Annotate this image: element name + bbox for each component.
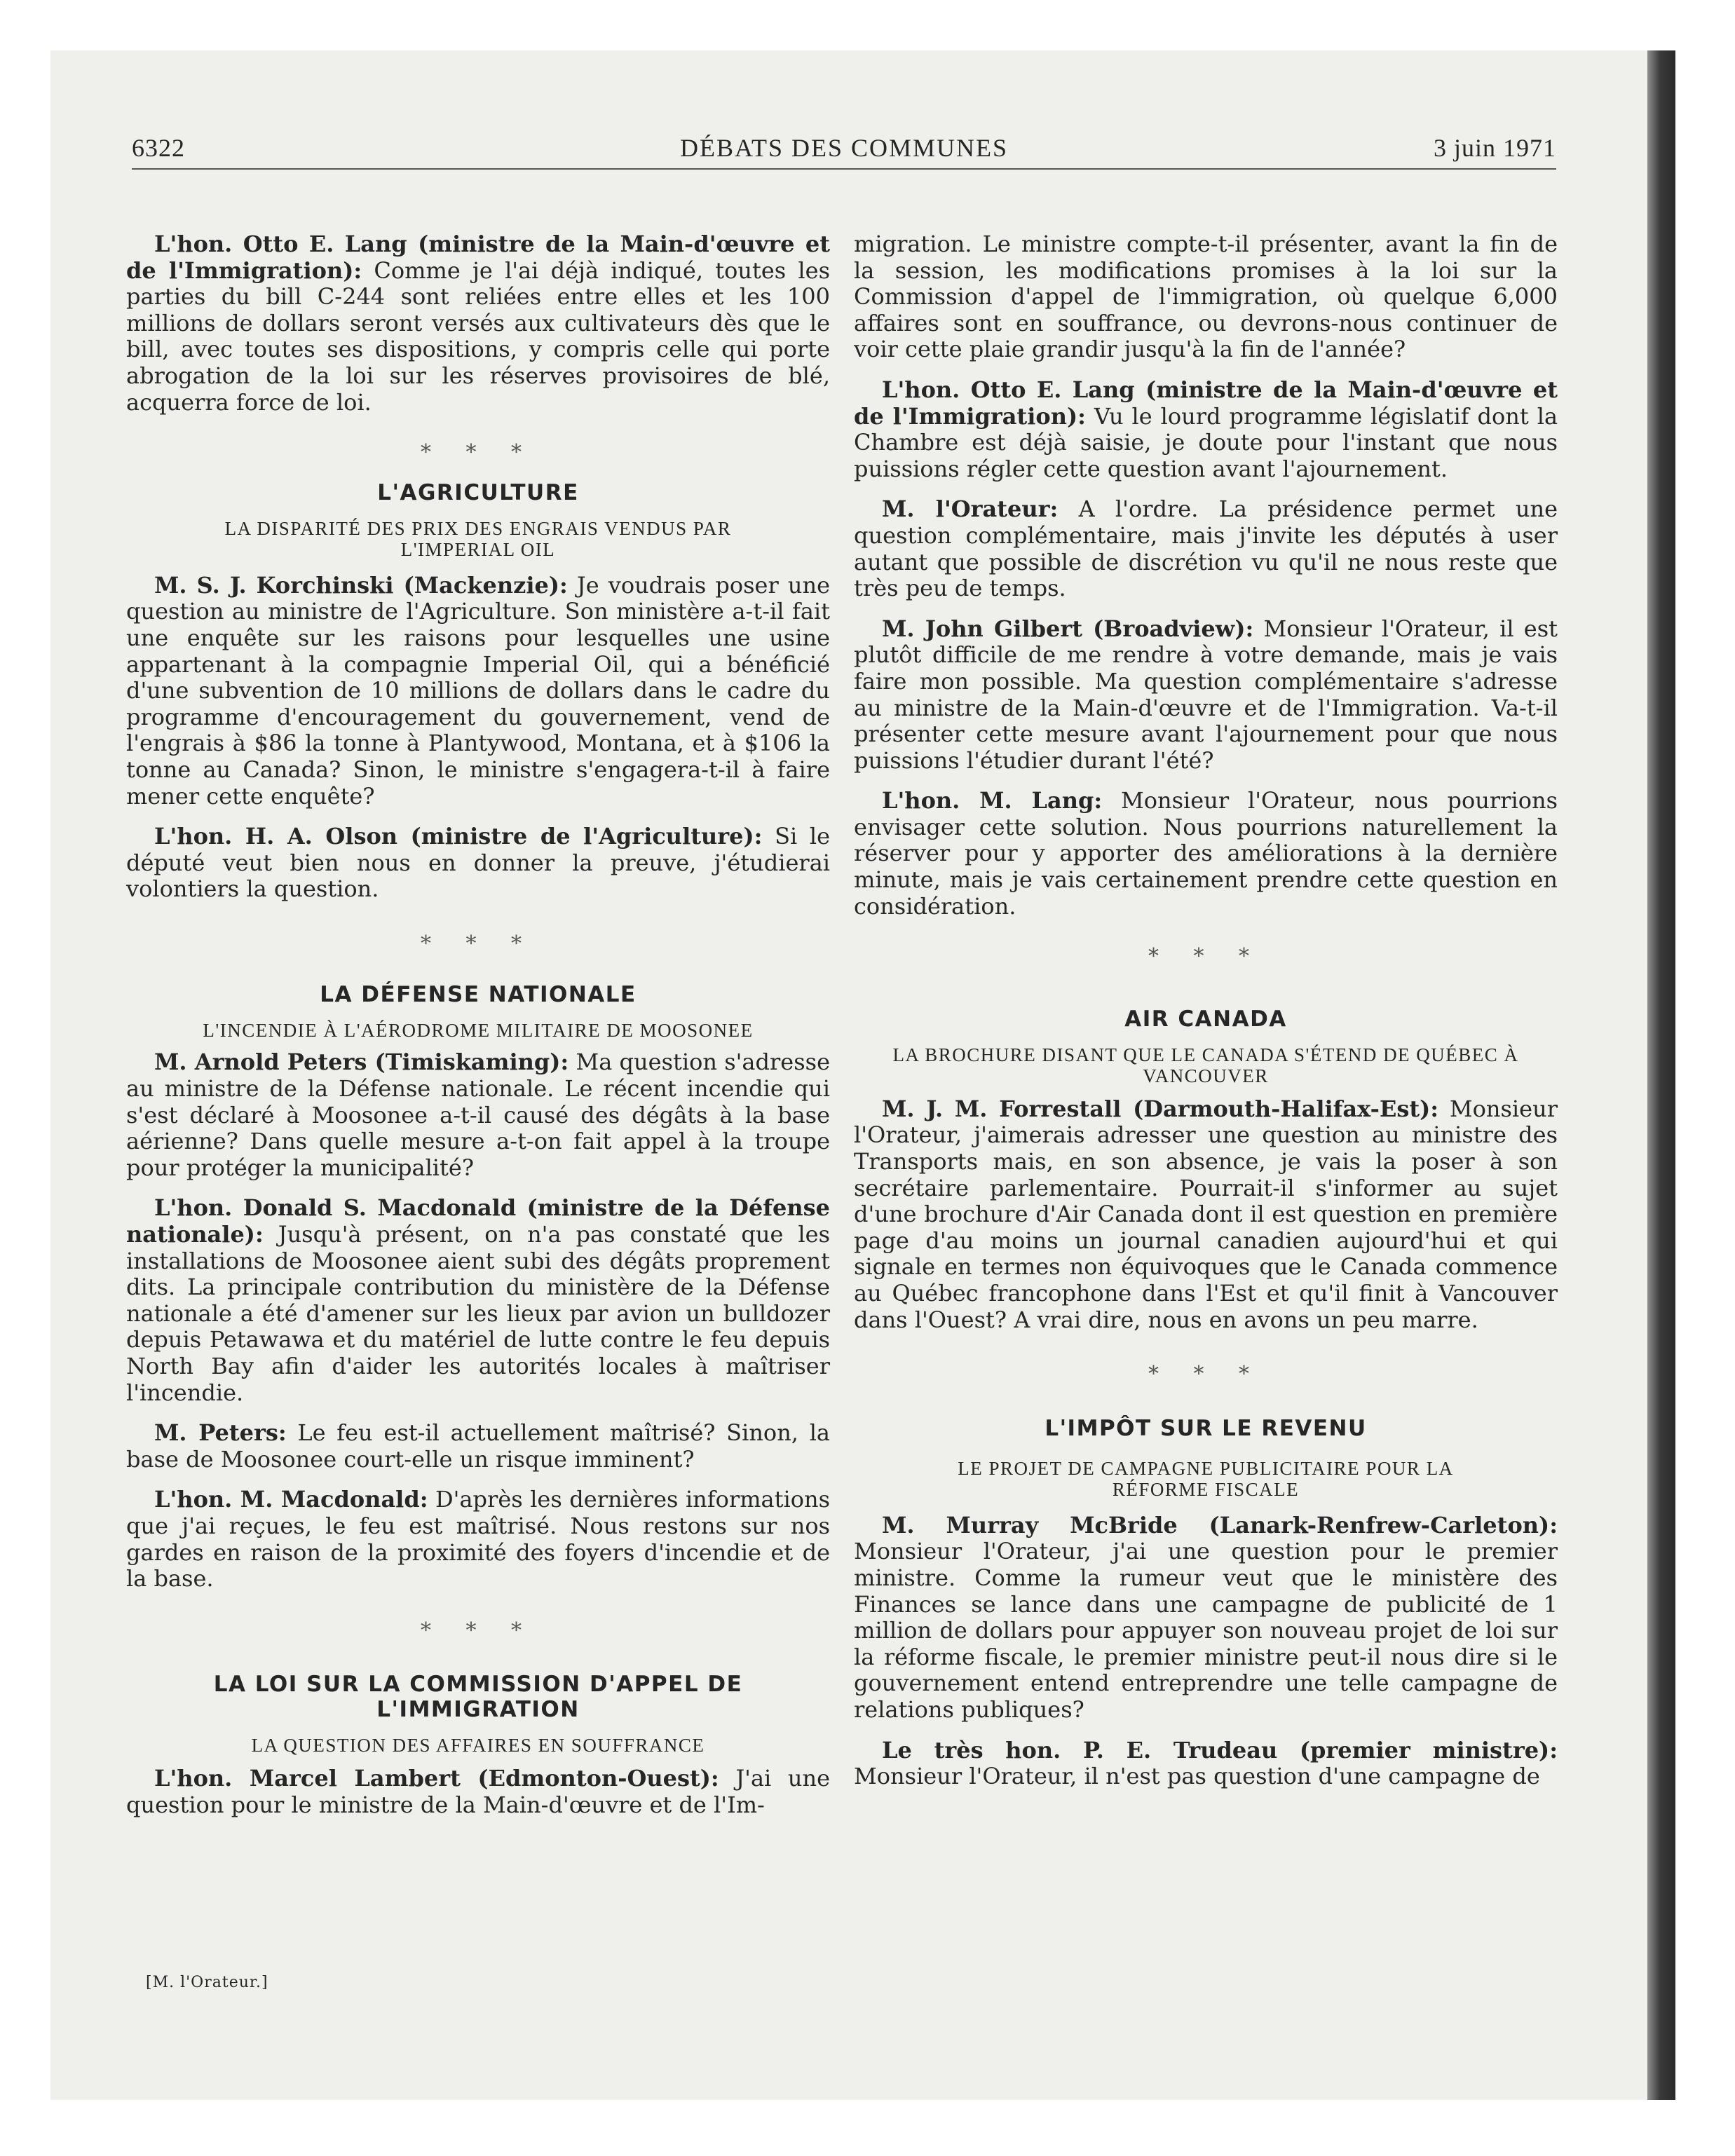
speech-continuation: migration. Le ministre compte-t-il présenter, avant la fin de la session, les modifications promises à la loi sur la Commission d'appel de l'immigration, où quelque 6,000 affaires sont en souffrance, ou devrons-nous continuer de voir cette plaie grandir jusqu'à la fin de l'année?: [854, 231, 1558, 363]
speech-text: Le feu est-il actuellement maîtrisé? Sinon, la base de Moosonee court-elle un risque imminent?: [126, 1419, 830, 1473]
speaker-name: L'hon. Donald S. Macdonald (ministre de la Défense nationale):: [126, 1194, 830, 1248]
speaker-name: L'hon. Otto E. Lang (ministre de la Main-d'œuvre et de l'Immigration):: [854, 376, 1558, 430]
section-subheading: LA BROCHURE DISANT QUE LE CANADA S'ÉTEND DE QUÉBEC À VANCOUVER: [892, 1044, 1519, 1086]
speech-paragraph: [126, 1420, 830, 1473]
speech-paragraph: [126, 1487, 830, 1592]
speaker-name: L'hon. H. A. Olson (ministre de l'Agriculture):: [154, 823, 763, 850]
speech-paragraph: [126, 231, 830, 416]
speech-text: Vu le lourd programme législatif dont la Chambre est déjà saisie, je doute pour l'instant que nous puissions régler cette question avant l'ajournement.: [854, 402, 1558, 482]
speaker-name: M. John Gilbert (Broadview):: [882, 615, 1254, 642]
section-subheading: LE PROJET DE CAMPAGNE PUBLICITAIRE POUR LA RÉFORME FISCALE: [958, 1457, 1454, 1500]
speech-text: A l'ordre. La présidence permet une question complémentaire, mais j'invite les députés à user autant que possible de discrétion vu qu'il ne nous reste que très peu de temps.: [854, 496, 1558, 602]
section-separator: * * *: [420, 931, 536, 956]
speech-text: Monsieur l'Orateur, il n'est pas question d'une campagne de: [854, 1763, 1540, 1790]
speaker-name: L'hon. M. Macdonald:: [154, 1486, 428, 1513]
speech-paragraph: [854, 496, 1558, 601]
section-heading-line: LA LOI SUR LA COMMISSION D'APPEL DE: [213, 1672, 743, 1698]
speech-paragraph: [126, 1195, 830, 1406]
speech-paragraph: [126, 573, 830, 810]
running-header: [132, 133, 1556, 170]
issue-date: 3 juin 1971: [1433, 134, 1556, 162]
section-heading-line: L'IMMIGRATION: [376, 1697, 580, 1723]
speaker-name: L'hon. Marcel Lambert (Edmonton-Ouest):: [154, 1765, 719, 1792]
speech-text: J'ai une question pour le ministre de la Main-d'œuvre et de l'Im-: [126, 1765, 831, 1818]
footnote: [M. l'Orateur.]: [146, 1974, 268, 1991]
speaker-name: M. Peters:: [154, 1419, 287, 1447]
speech-text: Monsieur l'Orateur, il est plutôt difficile de me rendre à votre demande, mais je vais faire mon possible. Ma question complémentaire s'adresse au ministre de la Main-d'œuvre et de l'Immigration. Va-t-il présenter cette mesure avant l'ajournement pour que nous puissions l'étudier durant l'été?: [854, 615, 1558, 774]
section-subheading: LA QUESTION DES AFFAIRES EN SOUFFRANCE: [251, 1735, 705, 1756]
speech-paragraph: [126, 824, 830, 903]
speaker-name: M. Murray McBride (Lanark-Renfrew-Carleton):: [882, 1511, 1558, 1538]
section-separator: * * *: [1148, 1362, 1264, 1387]
speaker-name: M. S. J. Korchinski (Mackenzie):: [154, 571, 568, 599]
speaker-name: M. J. M. Forrestall (Darmouth-Halifax-Est):: [882, 1095, 1439, 1122]
speech-text: Je voudrais poser une question au ministre de l'Agriculture. Son ministère a-t-il fait une enquête sur les raisons pour lesquelles une usine appartenant à la compagnie Imperial Oil, qui a bénéficié d'une subvention de 10 millions de dollars dans le cadre du programme d'encouragement du gouvernement, vend de l'engrais à $86 la tonne à Plantywood, Montana, et à $106 la tonne au Canada? Sinon, le ministre s'engagera-t-il à faire mener cette enquête?: [126, 571, 831, 810]
section-separator: * * *: [1148, 944, 1264, 969]
section-separator: * * *: [420, 1618, 536, 1643]
speech-paragraph: [854, 1738, 1558, 1790]
speech-paragraph: [854, 1513, 1558, 1724]
speech-text: Monsieur l'Orateur, nous pourrions envisager cette solution. Nous pourrions naturellement la réserver pour y apporter des améliorations à la dernière minute, mais je vais certainement prendre cette question en considération.: [854, 787, 1558, 920]
speech-paragraph: [854, 377, 1558, 482]
section-heading: L'AGRICULTURE: [377, 479, 579, 505]
scan-edge-shadow: [1647, 50, 1675, 2100]
section-heading: AIR CANADA: [1124, 1006, 1287, 1032]
speaker-name: L'hon. Otto E. Lang (ministre de la Main-d'œuvre et de l'Immigration):: [126, 231, 830, 284]
section-heading: LA DÉFENSE NATIONALE: [320, 982, 637, 1008]
speech-text: Monsieur l'Orateur, j'aimerais adresser une question au ministre des Transports mais, en son absence, je vais la poser à son secrétaire parlementaire. Pourrait-il s'informer au sujet d'une brochure d'Air Canada dont il est question en première page d'au moins un journal canadien aujourd'hui et qui signale en termes non équivoques que le Canada commence au Québec francophone dans l'Est et qu'il finit à Vancouver dans l'Ouest? A vrai dire, nous en avons un peu marre.: [854, 1095, 1558, 1333]
speaker-name: M. l'Orateur:: [882, 496, 1059, 523]
speech-paragraph: [854, 616, 1558, 775]
speech-paragraph: [854, 788, 1558, 920]
speech-text: Ma question s'adresse au ministre de la Défense nationale. Le récent incendie qui s'est déclaré à Moosonee a-t-il causé des dégâts à la base aérienne? Dans quelle mesure a-t-on fait appel à la troupe pour protéger la municipalité?: [126, 1049, 830, 1181]
right-column: [854, 231, 1558, 1790]
section-subheading: LA DISPARITÉ DES PRIX DES ENGRAIS VENDUS PAR L'IMPERIAL OIL: [224, 517, 732, 560]
left-column: [126, 231, 830, 1819]
speech-paragraph: [854, 1096, 1558, 1333]
speaker-name: M. Arnold Peters (Timiskaming):: [154, 1049, 569, 1076]
page-number: 6322: [132, 134, 185, 162]
journal-title: DÉBATS DES COMMUNES: [679, 134, 1009, 162]
speech-text: Comme je l'ai déjà indiqué, toutes les parties du bill C-244 sont reliées entre elles et les 100 millions de dollars seront versés aux cultivateurs dès que le bill, avec toutes ses dispositions, y compris celle qui porte abrogation de la loi sur les réserves provisoires de blé, acquerra force de loi.: [126, 257, 831, 416]
speech-text: Si le député veut bien nous en donner la preuve, j'étudierai volontiers la question.: [126, 823, 831, 903]
speaker-name: Le très hon. P. E. Trudeau (premier ministre):: [882, 1736, 1558, 1763]
section-subheading: L'INCENDIE À L'AÉRODROME MILITAIRE DE MOOSONEE: [203, 1020, 754, 1042]
speech-text: Monsieur l'Orateur, j'ai une question pour le premier ministre. Comme la rumeur veut que le ministère des Finances se lance dans une campagne de publicité de 1 million de dollars pour appuyer son nouveau projet de loi sur la réforme fiscale, le premier ministre peut-il nous dire si le gouvernement entend entreprendre une telle campagne de relations publiques?: [854, 1538, 1558, 1723]
speech-paragraph: [126, 1049, 830, 1181]
section-separator: * * *: [420, 440, 536, 465]
speech-text: D'après les dernières informations que j'ai reçues, le feu est maîtrisé. Nous restons sur nos gardes en raison de la proximité des foyers d'incendie et de la base.: [126, 1486, 830, 1592]
speech-paragraph: [126, 1766, 830, 1818]
section-heading: L'IMPÔT SUR LE REVENU: [1045, 1415, 1367, 1441]
section-heading: [126, 1672, 830, 1722]
speech-text: Jusqu'à présent, on n'a pas constaté que les installations de Moosonee aient subi des dégâts proprement dits. La principale contribution du ministère de la Défense nationale a été d'amener sur les lieux par avion un bulldozer depuis Petawawa et du matériel de lutte contre le feu depuis North Bay afin d'aider les autorités locales à maîtriser l'incendie.: [126, 1221, 831, 1406]
speaker-name: L'hon. M. Lang:: [882, 787, 1103, 814]
